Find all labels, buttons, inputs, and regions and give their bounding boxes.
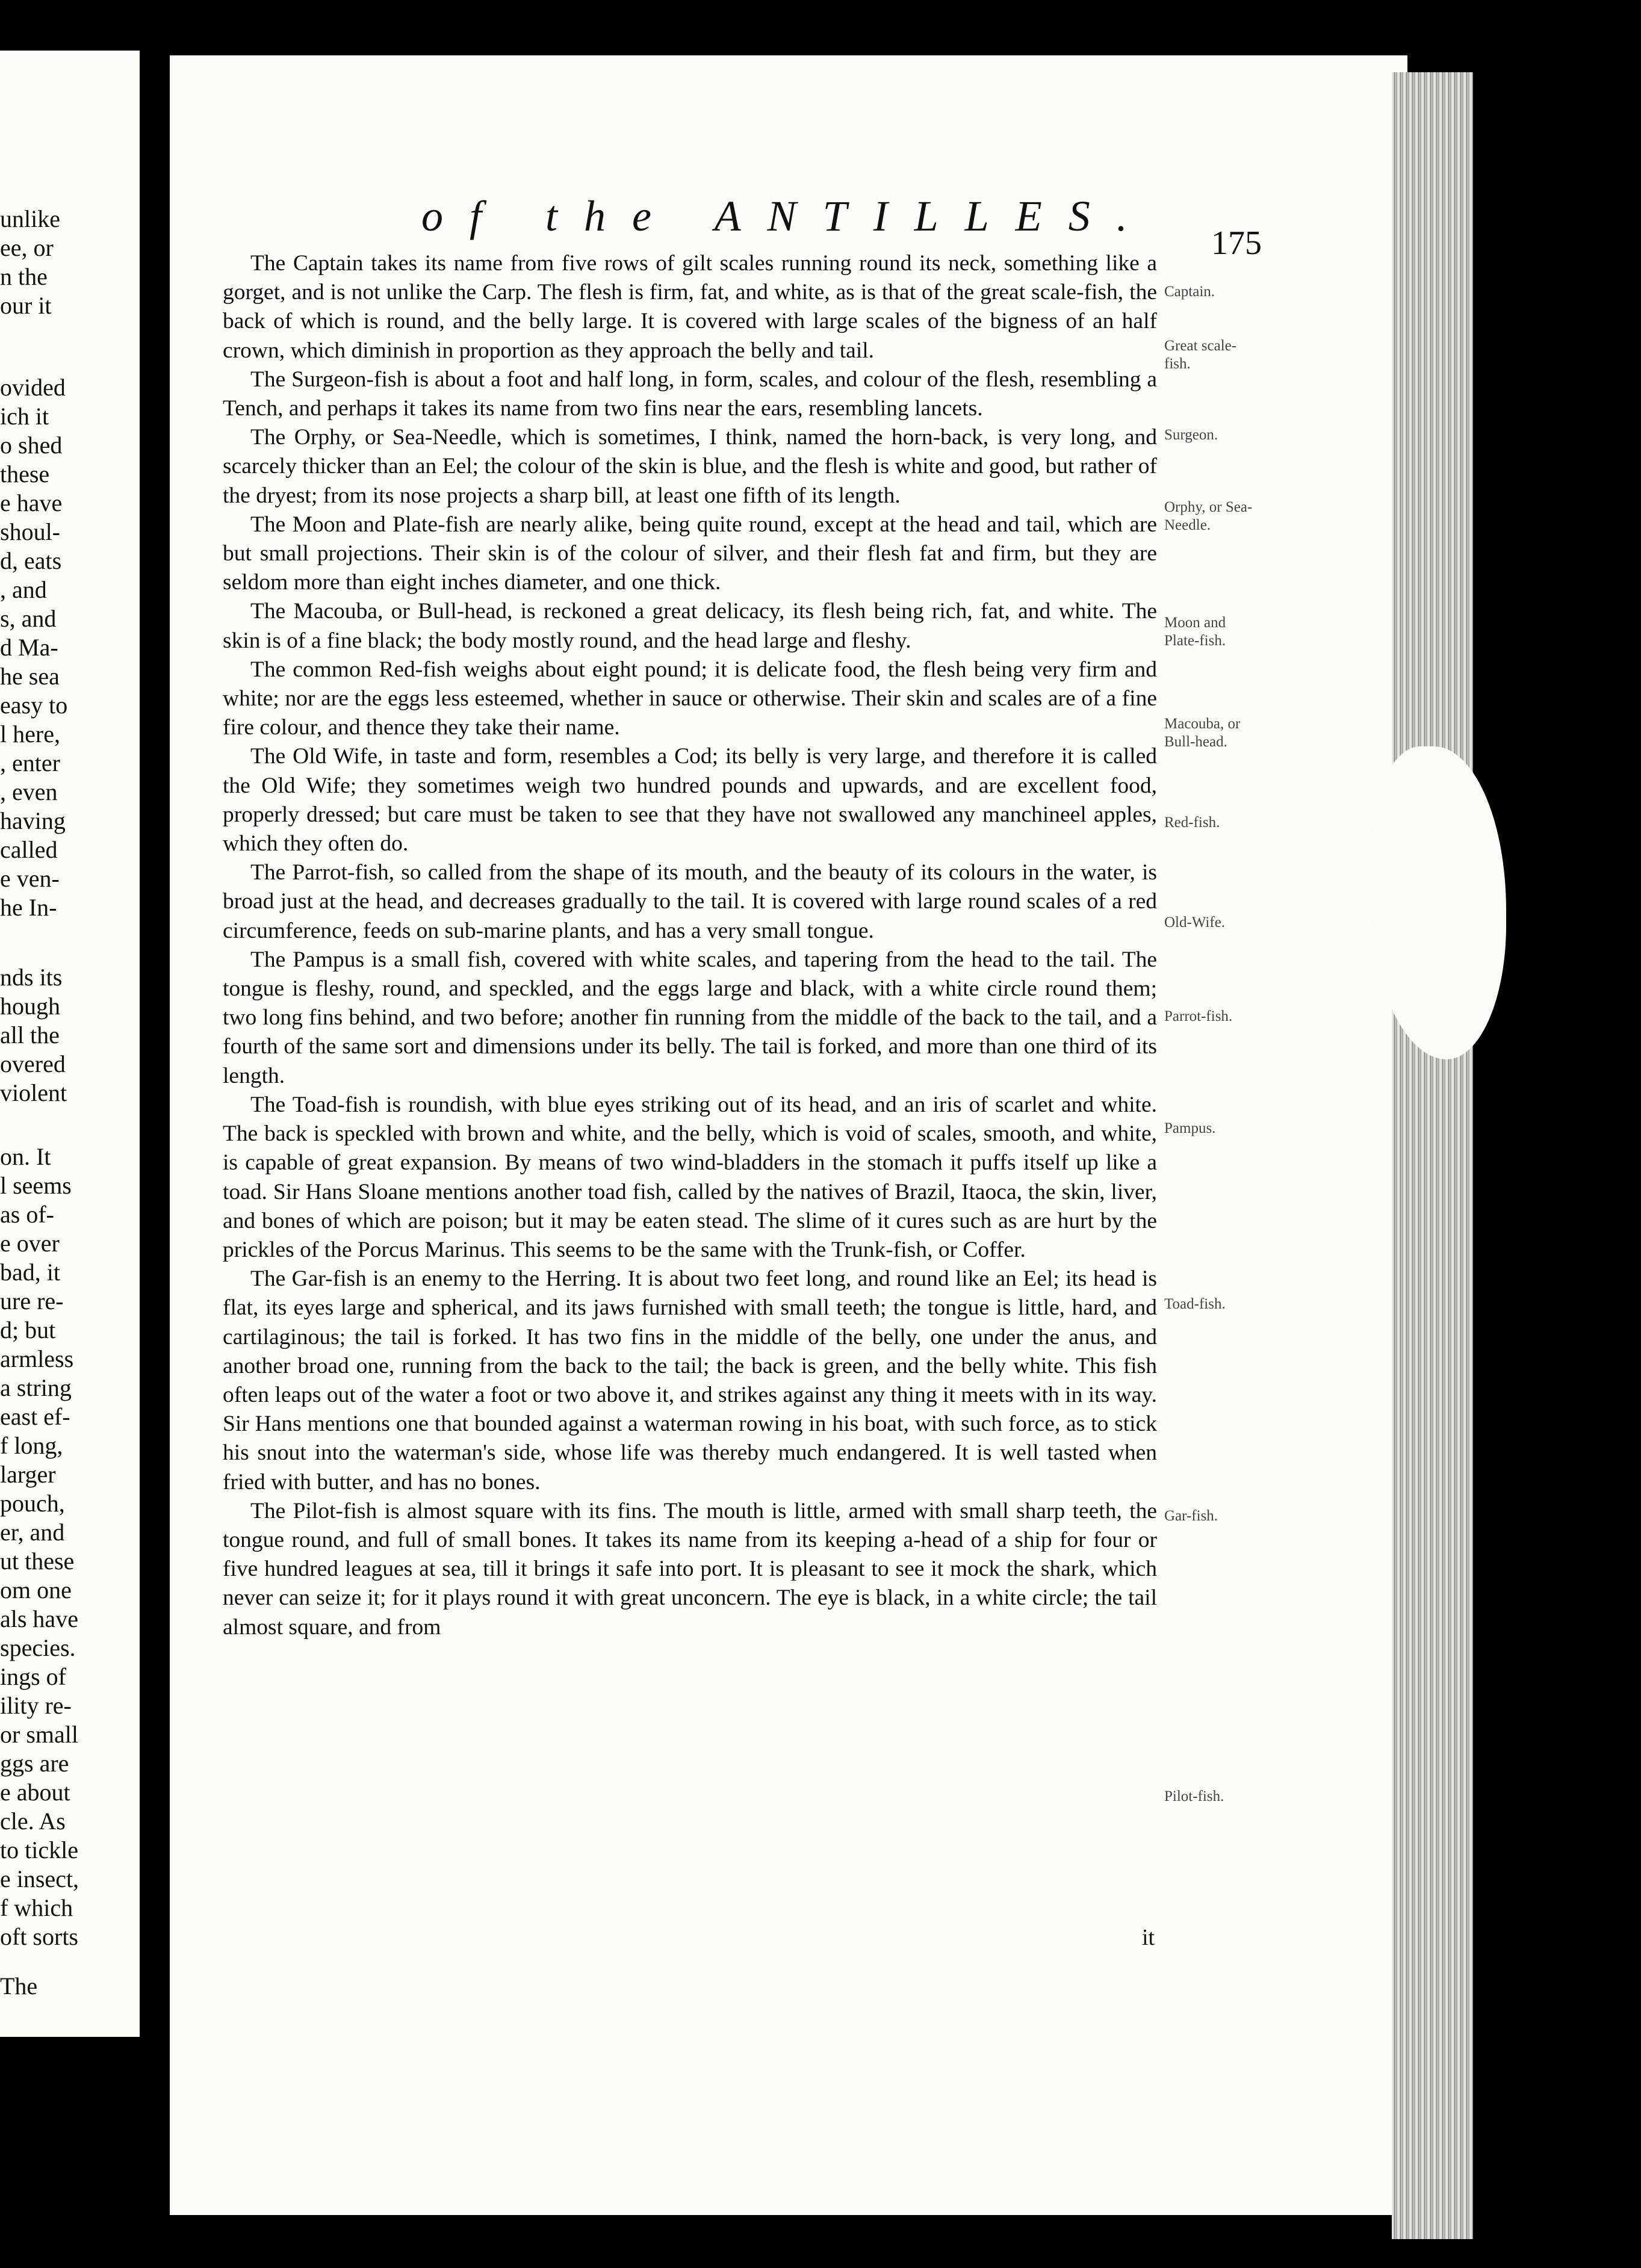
left-page-line: overed (0, 1050, 66, 1077)
left-page-line: l here, (0, 720, 60, 748)
left-page-line: east ef- (0, 1403, 70, 1430)
left-page-line: ure re- (0, 1287, 64, 1315)
left-page-line: larger (0, 1461, 56, 1488)
left-page-line: d Ma- (0, 634, 58, 661)
paragraph-moon: The Moon and Plate-fish are nearly alike, being quite round, except at the head and tail, which are but small projections. Their skin is of the colour of silver, and their flesh fat and firm, but they are seldom more than eight inches diameter, and one thick. (223, 512, 1157, 595)
margin-note: Orphy, or Sea-Needle. (1164, 499, 1253, 533)
left-page-line: species. (0, 1634, 76, 1661)
paragraph-old-wife: The Old Wife, in taste and form, resembles a Cod; its belly is very large, and therefore it is called the Old Wife; they sometimes weigh two hundred pounds and upwards, and are excellent food, properly dressed; but care must be taken to see that they have not swallowed any manchineel apples, which they often do. (223, 744, 1157, 857)
left-page-line: or small (0, 1721, 78, 1748)
left-page-line: having (0, 807, 66, 834)
margin-note: Old-Wife. (1164, 914, 1226, 931)
left-page-line: he sea (0, 663, 60, 690)
left-page-line: called (0, 836, 58, 863)
margin-note: Gar-fish. (1164, 1508, 1218, 1524)
left-page-line: all the (0, 1021, 60, 1049)
left-page-line: e have (0, 489, 63, 516)
left-page-line: ich it (0, 403, 49, 430)
margin-note: Parrot-fish. (1164, 1008, 1233, 1024)
left-page-line: hough (0, 993, 60, 1020)
left-page-line: e about (0, 1779, 70, 1806)
left-page-line: unlike (0, 205, 60, 232)
left-page-line: e over (0, 1230, 60, 1257)
left-page-line: a string (0, 1374, 72, 1401)
left-page-line: e insect, (0, 1865, 79, 1892)
paragraph-surgeon: The Surgeon-fish is about a foot and half long, in form, scales, and colour of the flesh, resembling a Tench, and perhaps it takes its name from two fins near the ears, resembling lancets. (223, 367, 1157, 421)
left-page-line: he In- (0, 894, 57, 921)
left-page-line: er, and (0, 1519, 65, 1546)
paragraph-captain: The Captain takes its name from five rows of gilt scales running round its neck, something like a gorget, and is not unlike the Carp. The flesh is firm, fat, and white, as is that of the great scale-fish, the back of which is round, and the belly large. It is covered with large scales of the bigness of an half crown, which diminish in proportion as they approach the belly and tail. (223, 251, 1157, 363)
left-page-line: ggs are (0, 1750, 69, 1777)
left-page-line: , enter (0, 749, 60, 776)
left-page-line: f which (0, 1894, 73, 1921)
left-page-line: d; but (0, 1316, 56, 1343)
paragraph-pilot-fish: The Pilot-fish is almost square with its fins. The mouth is little, armed with small sharp teeth, the tongue round, and full of small bones. It takes its name from its keeping a-head of a ship for four or five hundred leagues at sea, till it brings it safe into port. It is pleasant to see it mock the shark, which never can seize it; for it plays round it with great unconcern. The eye is black, in a white circle; the tail almost square, and from (223, 1498, 1157, 1640)
left-page-line: ovided (0, 374, 66, 401)
margin-note: Red-fish. (1164, 814, 1220, 831)
left-page-line: shoul- (0, 518, 60, 545)
left-page-line: ility re- (0, 1692, 72, 1719)
paragraph-macouba: The Macouba, or Bull-head, is reckoned a great delicacy, its flesh being rich, fat, and white. The skin is of a fine black; the body mostly round, and the head large and fleshy. (223, 599, 1157, 653)
left-page-line: o shed (0, 432, 63, 459)
left-page-line: ee, or (0, 234, 54, 261)
catchword: it (1142, 1925, 1155, 1950)
left-page-line: oft sorts (0, 1923, 78, 1950)
left-page-line: nds its (0, 964, 63, 991)
left-page-line: n the (0, 263, 48, 290)
left-page-line: pouch, (0, 1490, 65, 1517)
left-page-line: ings of (0, 1663, 66, 1690)
margin-note: Toad-fish. (1164, 1296, 1226, 1312)
left-page-line: , and (0, 576, 47, 603)
margin-note: Moon and Plate-fish. (1164, 615, 1226, 649)
paragraph-orphy: The Orphy, or Sea-Needle, which is sometimes, I think, named the horn-back, is very long, and scarcely thicker than an Eel; the colour of the skin is blue, and the flesh is white and good, but rather of the dryest; from its nose projects a sharp bill, at least one fifth of its length. (223, 425, 1157, 508)
left-page-fragment (0, 51, 140, 2037)
margin-note: Great scale-fish. (1164, 338, 1237, 372)
text-column (223, 249, 1157, 1642)
paragraph-gar-fish: The Gar-fish is an enemy to the Herring. It is about two feet long, and round like an Eel; its head is flat, its eyes large and spherical, and its jaws furnished with small teeth; the tongue is little, hard, and cartilaginous; the tail is forked. It has two fins in the middle of the belly, one under the anus, and another broad one, running from the back to the tail; the back is green, and the belly white. This fish often leaps out of the water a foot or two above it, and strikes against any thing it meets with in its way. Sir Hans mentions one that bounded against a waterman rowing in his boat, with such force, as to stick his snout into the waterman's side, whose life was thereby much endangered. It is well tasted when fried with butter, and has no bones. (223, 1266, 1157, 1495)
left-page-line: e ven- (0, 865, 60, 892)
paragraph-red-fish: The common Red-fish weighs about eight pound; it is delicate food, the flesh being very firm and white; nor are the eggs less esteemed, whether in sauce or otherwise. Their skin and scales are of a fine fire colour, and thence they take their name. (223, 657, 1157, 740)
left-page-line: easy to (0, 692, 68, 719)
paragraph-pampus: The Pampus is a small fish, covered with white scales, and tapering from the head to the tail. The tongue is fleshy, round, and speckled, and the eggs large and black, with a white circle round them; two long fins behind, and two before; another fin running from the middle of the back to the tail, and a fourth of the same sort and dimensions under its belly. The tail is forked, and more than one third of its length. (223, 947, 1157, 1088)
running-head: of the ANTILLES. (421, 192, 1154, 240)
left-page-line: s, and (0, 605, 57, 632)
left-page-line: d, eats (0, 547, 62, 574)
left-page-line: bad, it (0, 1259, 60, 1286)
paragraph-parrot-fish: The Parrot-fish, so called from the shape of its mouth, and the beauty of its colours in the water, is broad just at the head, and decreases gradually to the tail. It is covered with large round scales of a red circumference, feeds on sub-marine plants, and has a very small tongue. (223, 860, 1157, 943)
page-edge (1392, 72, 1473, 2239)
left-page-line: our it (0, 292, 52, 319)
left-page-line: The (0, 1972, 38, 2000)
left-page-line: l seems (0, 1172, 72, 1199)
left-page-line: als have (0, 1605, 78, 1632)
left-page-line: armless (0, 1345, 74, 1372)
left-page-line: ut these (0, 1548, 75, 1575)
margin-note: Captain. (1164, 284, 1215, 300)
left-page-line: f long, (0, 1432, 63, 1459)
margin-note: Macouba, or Bull-head. (1164, 716, 1241, 750)
margin-note: Surgeon. (1164, 427, 1218, 443)
left-page-line: these (0, 460, 50, 488)
page-number: 175 (1211, 225, 1262, 262)
paragraph-toad-fish: The Toad-fish is roundish, with blue eyes striking out of its head, and an iris of scarlet and white. The back is speckled with brown and white, and the belly, which is void of scales, smooth, and white, is capable of great expansion. By means of two wind-bladders in the stomach it puffs itself up like a toad. Sir Hans Sloane mentions another toad fish, called by the natives of Brazil, Itaoca, the skin, liver, and bones of which are poison; but it may be eaten stead. The slime of it cures such as are hurt by the prickles of the Porcus Marinus. This seems to be the same with the Trunk-fish, or Coffer. (223, 1092, 1157, 1262)
margin-note: Pampus. (1164, 1120, 1216, 1136)
left-page-line: violent (0, 1079, 67, 1106)
margin-note: Pilot-fish. (1164, 1788, 1224, 1805)
left-page-line: as of- (0, 1201, 54, 1228)
left-page-line: cle. As (0, 1808, 66, 1835)
left-page-line: to tickle (0, 1836, 78, 1864)
left-page-line: on. It (0, 1143, 51, 1170)
left-page-line: om one (0, 1576, 72, 1603)
left-page-line: , even (0, 778, 58, 805)
